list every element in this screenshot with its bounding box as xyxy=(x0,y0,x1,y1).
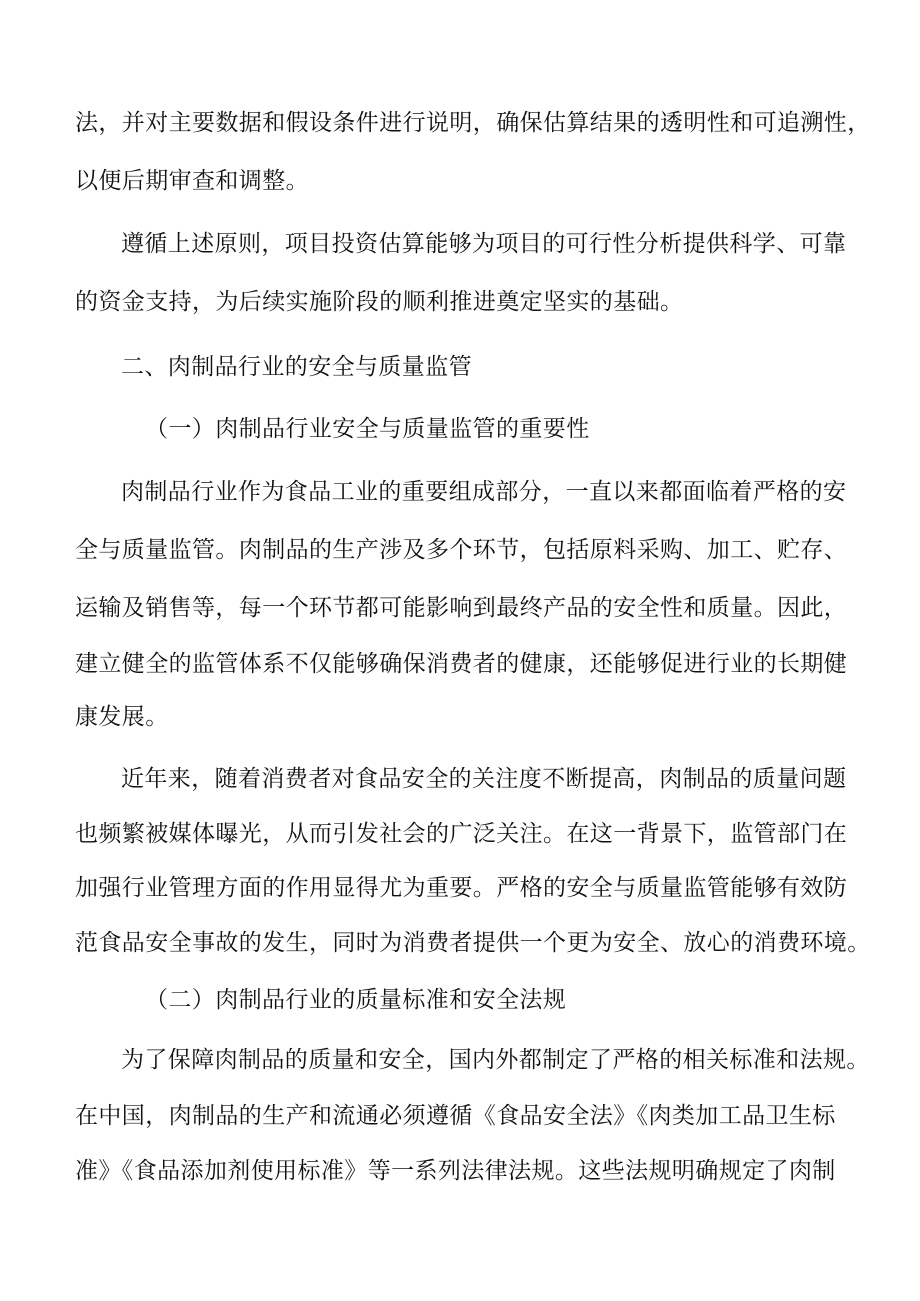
paragraph-line: 近年来，随着消费者对食品安全的关注度不断提高，肉制品的质量问题 xyxy=(121,766,847,792)
paragraph-line: 全与质量监管。肉制品的生产涉及多个环节，包括原料采购、加工、贮存、 xyxy=(75,537,848,563)
paragraph-line: 以便后期审查和调整。 xyxy=(75,168,309,194)
paragraph-line: 也频繁被媒体曝光，从而引发社会的广泛关注。在这一背景下，监管部门在 xyxy=(75,821,848,847)
paragraph-line: 为了保障肉制品的质量和安全，国内外都制定了严格的相关标准和法规。 xyxy=(121,1047,870,1073)
paragraph-line: 法，并对主要数据和假设条件进行说明，确保估算结果的透明性和可追溯性， xyxy=(75,110,871,136)
paragraph-line: 建立健全的监管体系不仅能够确保消费者的健康，还能够促进行业的长期健 xyxy=(75,651,848,677)
paragraph-line: 准》《食品添加剂使用标准》等一系列法律法规。这些法规明确规定了肉制 xyxy=(75,1158,836,1184)
paragraph-line: 运输及销售等，每一个环节都可能影响到最终产品的安全性和质量。因此， xyxy=(75,595,848,621)
subsection-heading: （一）肉制品行业安全与质量监管的重要性 xyxy=(145,416,590,442)
section-heading: 二、肉制品行业的安全与质量监管 xyxy=(121,354,472,380)
paragraph-line: 遵循上述原则，项目投资估算能够为项目的可行性分析提供科学、可靠 xyxy=(121,231,847,257)
subsection-heading: （二）肉制品行业的质量标准和安全法规 xyxy=(145,987,567,1013)
paragraph-line: 的资金支持，为后续实施阶段的顺利推进奠定坚实的基础。 xyxy=(75,289,684,315)
paragraph-line: 加强行业管理方面的作用显得尤为重要。严格的安全与质量监管能够有效防 xyxy=(75,875,848,901)
paragraph-line: 在中国，肉制品的生产和流通必须遵循《食品安全法》《肉类加工品卫生标 xyxy=(75,1103,836,1129)
paragraph-line: 康发展。 xyxy=(75,704,169,730)
paragraph-line: 肉制品行业作为食品工业的重要组成部分，一直以来都面临着严格的安 xyxy=(121,479,847,505)
paragraph-line: 范食品安全事故的发生，同时为消费者提供一个更为安全、放心的消费环境。 xyxy=(75,930,871,956)
